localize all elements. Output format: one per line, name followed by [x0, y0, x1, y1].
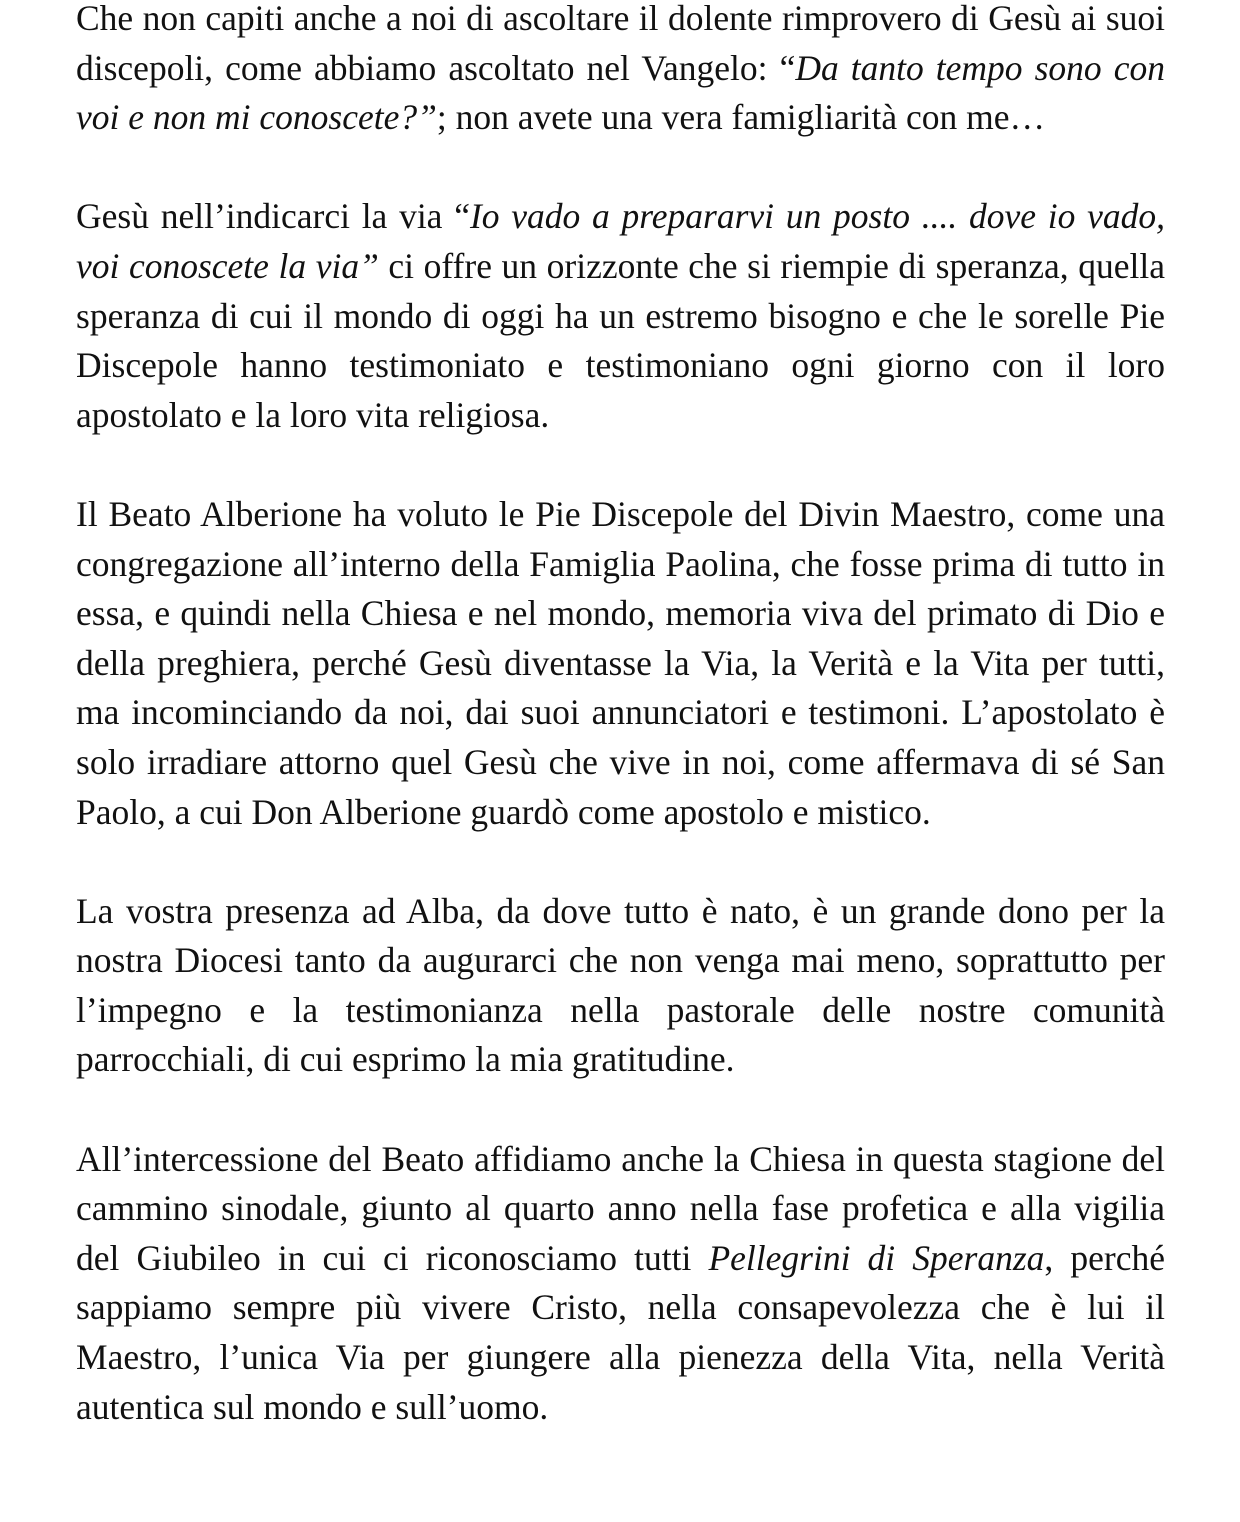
paragraph-1	[76, 0, 1165, 143]
paragraph-2-text: Gesù nell’indicarci la via “	[76, 196, 470, 237]
paragraph-4-text: La vostra presenza ad Alba, da dove tutto è nato, è un grande dono per la nostra Diocesi tanto da augurarci che non venga mai meno, soprattutto per l’impegno e la testimonianza nella pastorale delle nostre comunità parrocchiali, di cui esprimo la mia gratitudine.	[76, 890, 1165, 1080]
way-quote: Io vado a prepararvi un posto .... dove io vado, voi conoscete la via”	[76, 196, 1165, 286]
paragraph-4	[76, 887, 1165, 1085]
jubilee-motto: Pellegrini di Speranza	[708, 1237, 1045, 1278]
paragraph-2	[76, 192, 1165, 440]
paragraph-5-text-end: , perché sappiamo sempre più vivere Cristo, nella consapevolezza che è lui il Maestro, l’unica Via per giungere alla pienezza della Vita, nella Verità autentica sul mondo e sull’uomo.	[76, 1237, 1166, 1427]
paragraph-1-text: Che non capiti anche a noi di ascoltare il dolente rimprovero di Gesù ai suoi discepoli, come abbiamo ascoltato nel Vangelo: “	[76, 0, 1165, 88]
paragraph-5-text: All’intercessione del Beato affidiamo anche la Chiesa in questa stagione del cammino sinodale, giunto al quarto anno nella fase profetica e alla vigilia del Giubileo in cui ci riconosciamo tutti	[76, 1138, 1165, 1278]
paragraph-1-text-end: ; non avete una vera famigliarità con me…	[436, 97, 1046, 138]
paragraph-5	[76, 1135, 1165, 1433]
gospel-quote: Da tanto tempo sono con voi e non mi conoscete?”	[76, 47, 1165, 138]
paragraph-3-text: Il Beato Alberione ha voluto le Pie Discepole del Divin Maestro, come una congregazione all’interno della Famiglia Paolina, che fosse prima di tutto in essa, e quindi nella Chiesa e nel mondo, memoria viva del primato di Dio e della preghiera, perché Gesù diventasse la Via, la Verità e la Vita per tutti, ma incominciando da noi, dai suoi annunciatori e testimoni. L’apostolato è solo irradiare attorno quel Gesù che vive in noi, come affermava di sé San Paolo, a cui Don Alberione guardò come apostolo e mistico.	[76, 493, 1165, 832]
paragraph-2-text-end: ci offre un orizzonte che si riempie di speranza, quella speranza di cui il mondo di oggi ha un estremo bisogno e che le sorelle Pie Discepole hanno testimoniato e testimoniano ogni giorno con il loro apostolato e la loro vita religiosa.	[76, 245, 1165, 435]
document-page	[76, 0, 1165, 1432]
paragraph-3	[76, 490, 1165, 837]
